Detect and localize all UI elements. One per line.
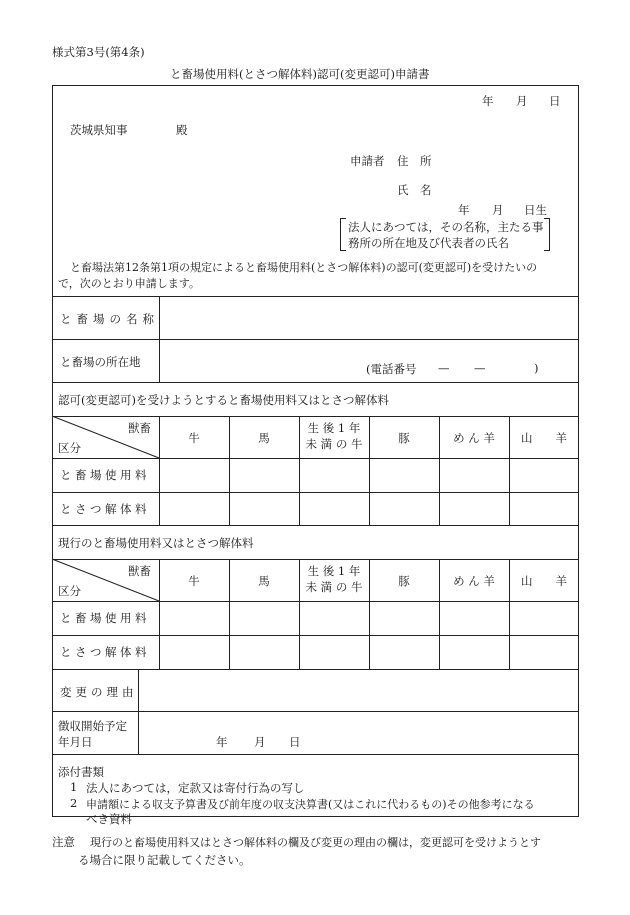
facility-name-label: と畜場の名称 [60, 312, 159, 326]
collection-start-label-1: 徴収開始予定 [58, 719, 127, 733]
collection-day: 日 [289, 735, 301, 749]
collection-month: 月 [254, 735, 266, 749]
t2-col-horse: 馬 [258, 574, 270, 588]
t2-col-calf-2: 未 満 の 牛 [305, 580, 363, 594]
t1-row-slaughter: とさつ解体料 [60, 502, 150, 516]
attachment-2-line2: べき資料 [86, 812, 132, 826]
note-line1: 現行のと畜場使用料又はとさつ解体料の欄及び変更の理由の欄は，変更認可を受けようとす [90, 836, 541, 849]
phone-label: (電話番号 [366, 362, 417, 376]
date-day: 日 [549, 94, 561, 108]
form-number: 様式第3号(第4条) [52, 45, 145, 59]
statement-line2: で，次のとおり申請します。 [58, 277, 200, 290]
attachments-title: 添付書類 [58, 765, 104, 779]
attachment-2-no: 2 [70, 796, 78, 810]
t1-col-pig: 豚 [398, 431, 410, 445]
t1-col-goat: 山 羊 [521, 431, 567, 445]
phone-close: ) [534, 361, 539, 375]
date-month: 月 [516, 94, 528, 108]
addressee: 茨城県知事 [70, 123, 128, 137]
t2-col-calf-1: 生 後 1 年 [307, 564, 361, 578]
date-year: 年 [482, 94, 494, 108]
divider [138, 669, 139, 754]
applicant-label: 申請者 [350, 154, 385, 168]
birth-day: 日生 [524, 203, 547, 217]
t2-row-usage: と畜場使用料 [60, 611, 150, 625]
t2-row-slaughter: とさつ解体料 [60, 645, 150, 659]
collection-year: 年 [216, 735, 228, 749]
t2-col-cattle: 牛 [188, 574, 200, 588]
statement-line1: と畜場法第12条第1項の規定によると畜場使用料(とさつ解体料)の認可(変更認可)を受けたいの [70, 261, 538, 274]
form-title: と畜場使用料(とさつ解体料)認可(変更認可)申請書 [170, 67, 430, 81]
t1-col-sheep: め ん 羊 [453, 431, 495, 445]
phone-dash-2: — [474, 361, 486, 375]
phone-dash-1: — [438, 361, 450, 375]
t2-col-pig: 豚 [398, 574, 410, 588]
t1-col-cattle: 牛 [188, 431, 200, 445]
t1-col-calf-1: 生 後 1 年 [307, 421, 361, 435]
attachment-1: 法人にあつては，定款又は寄付行為の写し [86, 781, 305, 795]
applicant-name-label: 氏 名 [397, 183, 432, 197]
applicant-address-label: 住 所 [397, 154, 432, 168]
section2-title: 現行のと畜場使用料又はとさつ解体料 [58, 536, 254, 550]
t1-row-usage: と畜場使用料 [60, 468, 150, 482]
birth-month: 月 [492, 203, 504, 217]
corp-note-line2: 務所の所在地及び代表者の氏名 [348, 236, 509, 250]
t2-corner-top: 獣畜 [128, 564, 151, 578]
birth-year: 年 [458, 203, 470, 217]
corp-note-line1: 法人にあつては，その名称，主たる事 [348, 220, 544, 234]
t2-col-sheep: め ん 羊 [453, 574, 495, 588]
facility-location-label: と畜場の所在地 [60, 355, 141, 369]
t1-corner-bottom: 区分 [58, 441, 81, 455]
attachment-1-no: 1 [70, 780, 78, 794]
attachment-2-line1: 申請額による収支予算書及び前年度の収支決算書(又はこれに代わるもの)その他参考になる [86, 798, 535, 811]
collection-start-label-2: 年月日 [58, 735, 93, 749]
honorific: 殿 [176, 123, 188, 137]
section1-title: 認可(変更認可)を受けようとすると畜場使用料又はとさつ解体料 [58, 393, 389, 407]
note-line2: る場合に限り記載してください。 [78, 853, 251, 867]
t1-corner-top: 獣畜 [128, 421, 151, 435]
t2-col-goat: 山 羊 [521, 574, 567, 588]
t1-col-horse: 馬 [258, 431, 270, 445]
t1-col-calf-2: 未 満 の 牛 [305, 437, 363, 451]
t2-corner-bottom: 区分 [58, 584, 81, 598]
change-reason-label: 変更の理由 [60, 685, 138, 699]
note-label: 注意 [52, 835, 75, 849]
